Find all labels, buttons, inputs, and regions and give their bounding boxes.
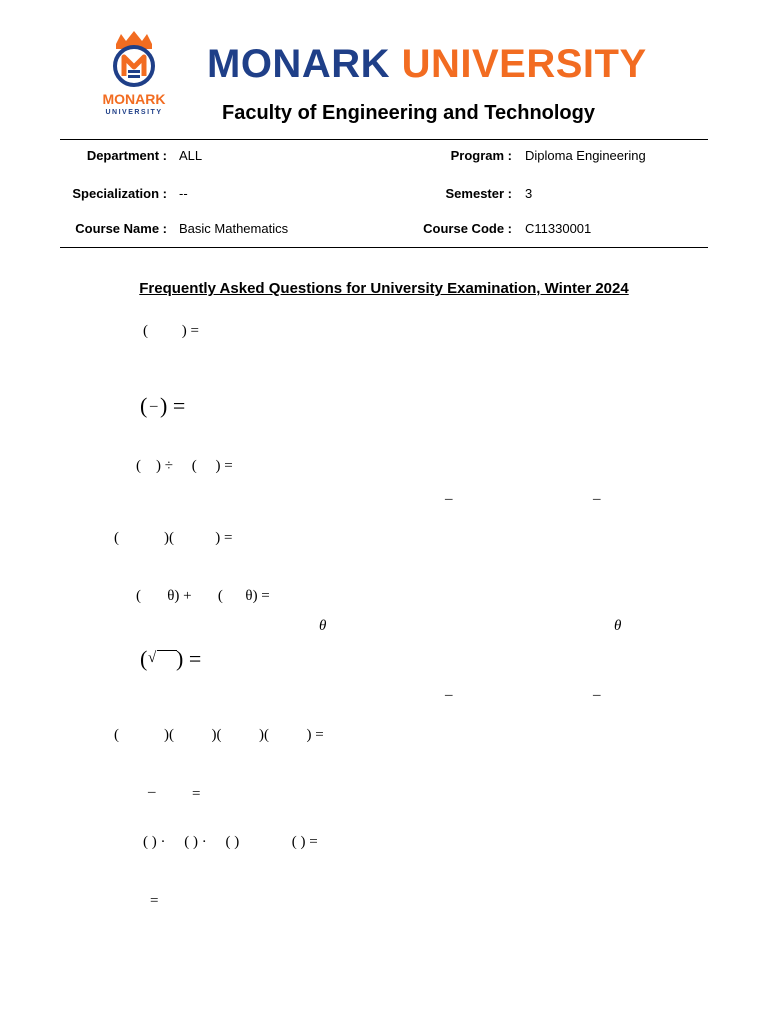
top-divider <box>60 139 708 140</box>
faq-title: Frequently Asked Questions for University Examination, Winter 2024 <box>139 280 629 297</box>
question-1: ( ) = <box>143 323 199 339</box>
question-8-equals: = <box>192 786 201 802</box>
course-name-value: Basic Mathematics <box>179 221 289 236</box>
theta-a: θ <box>319 618 327 634</box>
theta-b: θ <box>614 618 622 634</box>
faculty-name: Faculty of Engineering and Technology <box>222 102 595 124</box>
logo-subtext: UNIVERSITY <box>105 109 163 116</box>
semester-value: 3 <box>525 186 533 201</box>
program-label: Program : <box>450 148 512 163</box>
question-6-sqrt: √ <box>148 650 157 666</box>
question-2-minus: – <box>150 398 158 414</box>
program-value: Diploma Engineering <box>525 148 646 163</box>
specialization-value: -- <box>179 186 188 201</box>
title-monark: MONARK <box>207 42 390 86</box>
question-6-open: ( <box>140 646 148 671</box>
course-code-label: Course Code : <box>423 221 512 236</box>
question-4: ( )( ) = <box>114 530 233 546</box>
question-7: ( )( )( )( ) = <box>114 727 324 743</box>
question-2-close: ) = <box>160 393 186 418</box>
department-label: Department : <box>86 148 167 163</box>
university-title <box>207 42 647 87</box>
question-10: = <box>150 893 159 909</box>
question-5: ( θ) + ( θ) = <box>136 588 270 604</box>
university-logo <box>88 30 180 120</box>
question-8-minus: – <box>148 784 156 800</box>
bottom-divider <box>60 247 708 248</box>
semester-label: Semester : <box>445 186 512 201</box>
logo-wordmark: MONARK <box>102 91 166 107</box>
title-university: UNIVERSITY <box>401 42 647 86</box>
minus-sign-a: – <box>445 491 453 507</box>
minus-sign-c: – <box>445 687 453 703</box>
course-name-label: Course Name : <box>75 221 167 236</box>
specialization-label: Specialization : <box>72 186 167 201</box>
question-3: ( ) ÷ ( ) = <box>136 458 233 474</box>
question-6-close: ) = <box>176 646 202 671</box>
course-code-value: C11330001 <box>525 221 592 236</box>
minus-sign-d: – <box>593 687 601 703</box>
sqrt-bar <box>157 650 177 651</box>
question-2-open: ( <box>140 393 148 418</box>
department-value: ALL <box>179 148 203 163</box>
question-9: ( ) · ( ) · ( ) ( ) = <box>143 834 318 850</box>
minus-sign-b: – <box>593 491 601 507</box>
